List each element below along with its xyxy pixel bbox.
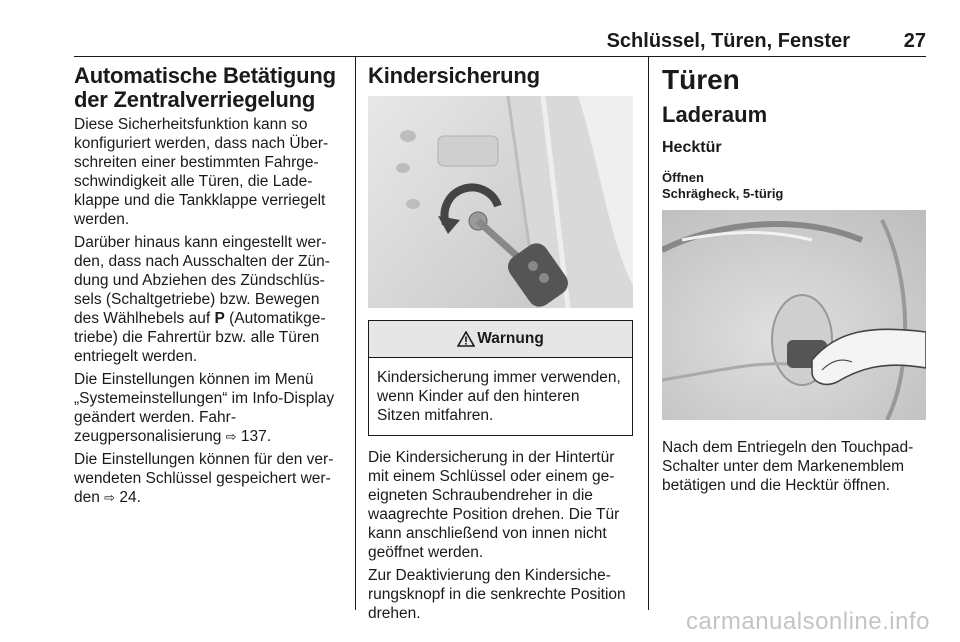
paragraph: Die Einstellungen können im Menü „Systemeinstellungen“ im Info-Display geändert werden. Fahrzeugpersonalisierung ⇨ 137. (74, 371, 335, 445)
paragraph: Darüber hinaus kann eingestellt werden, dass nach Ausschalten der Zündung und Abziehen des Zündschlüssels (Schaltgetriebe) bzw. Bewegen des Wählhebels auf P (Automatikgetriebe) die Fahrertür bzw. alle Türen entriegelt werden. (74, 234, 330, 365)
column-divider-1 (355, 56, 356, 610)
chapter-heading-doors: Türen (662, 64, 740, 95)
header-rule (74, 56, 926, 57)
warning-title: Warnung (477, 330, 544, 347)
tailgate-illustration (662, 210, 926, 420)
warning-box (368, 320, 633, 436)
page-reference: 24 (119, 489, 137, 506)
paragraph: Die Einstellungen können für den verwendeten Schlüssel gespeichert werden ⇨ 24. (74, 451, 334, 506)
ref-arrow-icon: ⇨ (104, 490, 116, 505)
warning-triangle-icon (457, 331, 475, 347)
gear-position-label: P (214, 310, 225, 327)
child-lock-illustration (368, 96, 633, 308)
page-header-title: Schlüssel, Türen, Fenster (606, 30, 850, 52)
column-right (662, 64, 926, 499)
paragraph: Zur Deaktivierung den Kindersicherungsknopf in die senkrechte Position drehen. (368, 567, 626, 622)
column-left (74, 64, 342, 511)
column-middle (368, 64, 633, 627)
page-reference: 137 (240, 428, 267, 445)
paragraph: Diese Sicherheitsfunktion kann so konfiguriert werden, dass nach Überschreiten einer bestimmten Fahrgeschwindigkeit alle Türen, die Ladeklappe und die Tankklappe verriegelt werden. (74, 116, 329, 228)
section-heading-cargo: Laderaum (662, 102, 768, 127)
section-heading-central-locking: Automatische Betätigung der Zentralverriegelung (74, 63, 336, 112)
paragraph: Nach dem Entriegeln den Touchpad-Schalter unter dem Markenemblem betätigen und die Hecktür öffnen. (662, 439, 914, 494)
paragraph: Die Kindersicherung in der Hintertür mit einem Schlüssel oder einem geeigneten Schraubendreher in die waagrechte Position drehen. Die Tür kann anschließend von innen nicht geöffnet werden. (368, 449, 620, 561)
warning-text: Kindersicherung immer verwenden, wenn Kinder auf den hinteren Sitzen mitfahren. (377, 369, 621, 424)
column-middle-text (368, 448, 633, 623)
warning-header (369, 321, 632, 358)
label-open: Öffnen (662, 170, 704, 185)
subsection-heading-tailgate: Hecktür (662, 139, 722, 156)
watermark: carmanualsonline.info (686, 608, 930, 635)
ref-arrow-icon: ⇨ (225, 429, 237, 444)
section-heading-child-lock: Kindersicherung (368, 63, 540, 88)
warning-body (369, 358, 632, 435)
page-number: 27 (903, 30, 926, 52)
column-divider-2 (648, 56, 649, 610)
label-hatchback: Schrägheck, 5-türig (662, 186, 784, 201)
